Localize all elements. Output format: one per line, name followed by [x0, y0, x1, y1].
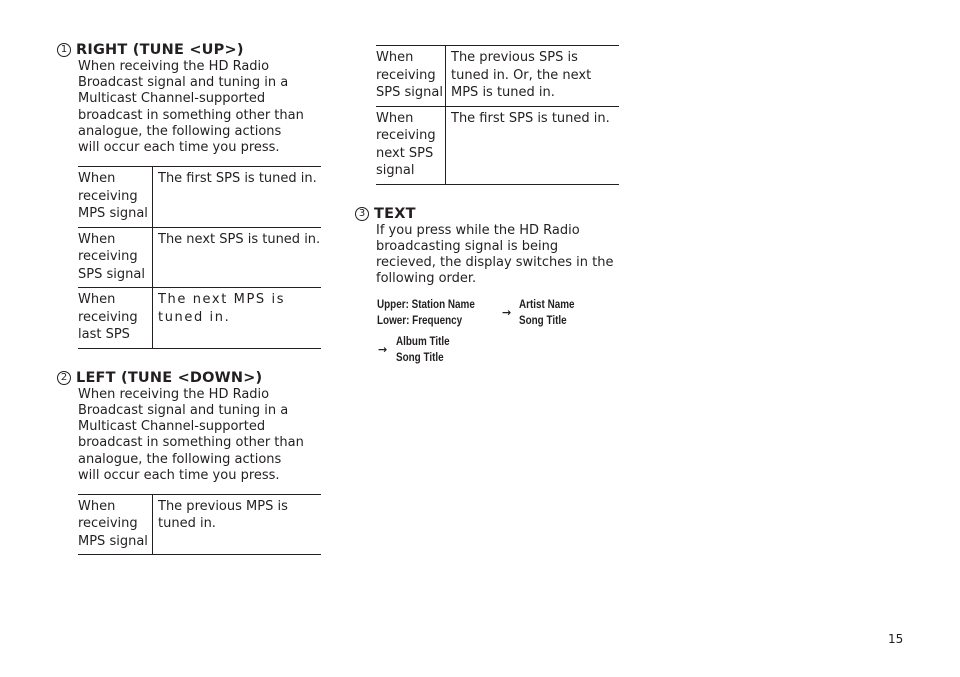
action-cell: The previous MPS is tuned in.	[153, 494, 322, 555]
flow-line: Album Title	[396, 336, 450, 348]
flow-step-album	[396, 334, 450, 366]
condition-cell: When receiving next SPS signal	[376, 106, 446, 184]
section-heading-tune-down	[57, 369, 321, 387]
section-description: When receiving the HD Radio Broadcast signal and tuning in a Multicast Channel-supported broadcast in something other than analogue, the following actions will occur each time you press.	[78, 59, 304, 156]
page-number: 15	[888, 632, 904, 646]
action-cell: The first SPS is tuned in.	[446, 106, 620, 184]
table-row	[376, 106, 619, 184]
condition-cell: When receiving last SPS	[78, 288, 153, 349]
action-cell: The previous SPS is tuned in. Or, the next MPS is tuned in.	[446, 46, 620, 107]
right-column	[355, 45, 618, 287]
condition-cell: When receiving MPS signal	[78, 494, 153, 555]
table-row	[78, 227, 321, 288]
flow-line: Lower: Frequency	[377, 315, 463, 327]
table-row	[376, 46, 619, 107]
section-heading-tune-up	[57, 41, 321, 59]
section-heading-text	[355, 205, 618, 223]
flow-line: Artist Name	[519, 299, 575, 311]
section-description: When receiving the HD Radio Broadcast signal and tuning in a Multicast Channel-supported broadcast in something other than analogue, the following actions will occur each time you press.	[78, 386, 304, 483]
arrow-right-icon: →	[378, 343, 388, 356]
actions-table-tune-down-continued	[376, 45, 619, 185]
condition-cell: When receiving MPS signal	[78, 167, 153, 228]
section-number: 2	[57, 371, 71, 385]
section-title: LEFT (TUNE <DOWN>)	[76, 369, 263, 386]
actions-table-tune-down	[78, 494, 321, 556]
actions-table-tune-up	[78, 166, 321, 349]
flow-line: Song Title	[396, 352, 444, 364]
section-number: 3	[355, 207, 369, 221]
condition-cell: When receiving SPS signal	[376, 46, 446, 107]
section-description: If you press while the HD Radio broadcasting signal is being recieved, the display switches in the following order.	[376, 222, 614, 287]
action-cell: The next SPS is tuned in.	[153, 227, 322, 288]
left-column	[57, 41, 321, 555]
arrow-right-icon: →	[502, 306, 512, 319]
section-number: 1	[57, 43, 71, 57]
flow-line: Upper: Station Name	[377, 299, 475, 311]
condition-cell: When receiving SPS signal	[78, 227, 153, 288]
table-row	[78, 167, 321, 228]
action-cell: The first SPS is tuned in.	[153, 167, 322, 228]
action-cell: The next MPS is tuned in.	[153, 288, 322, 349]
section-title: RIGHT (TUNE <UP>)	[76, 42, 244, 58]
table-row	[78, 494, 321, 555]
flow-step-artist	[519, 297, 575, 329]
flow-step-station	[377, 297, 475, 329]
section-title: TEXT	[374, 205, 416, 222]
flow-line: Song Title	[519, 315, 567, 327]
table-row	[78, 288, 321, 349]
